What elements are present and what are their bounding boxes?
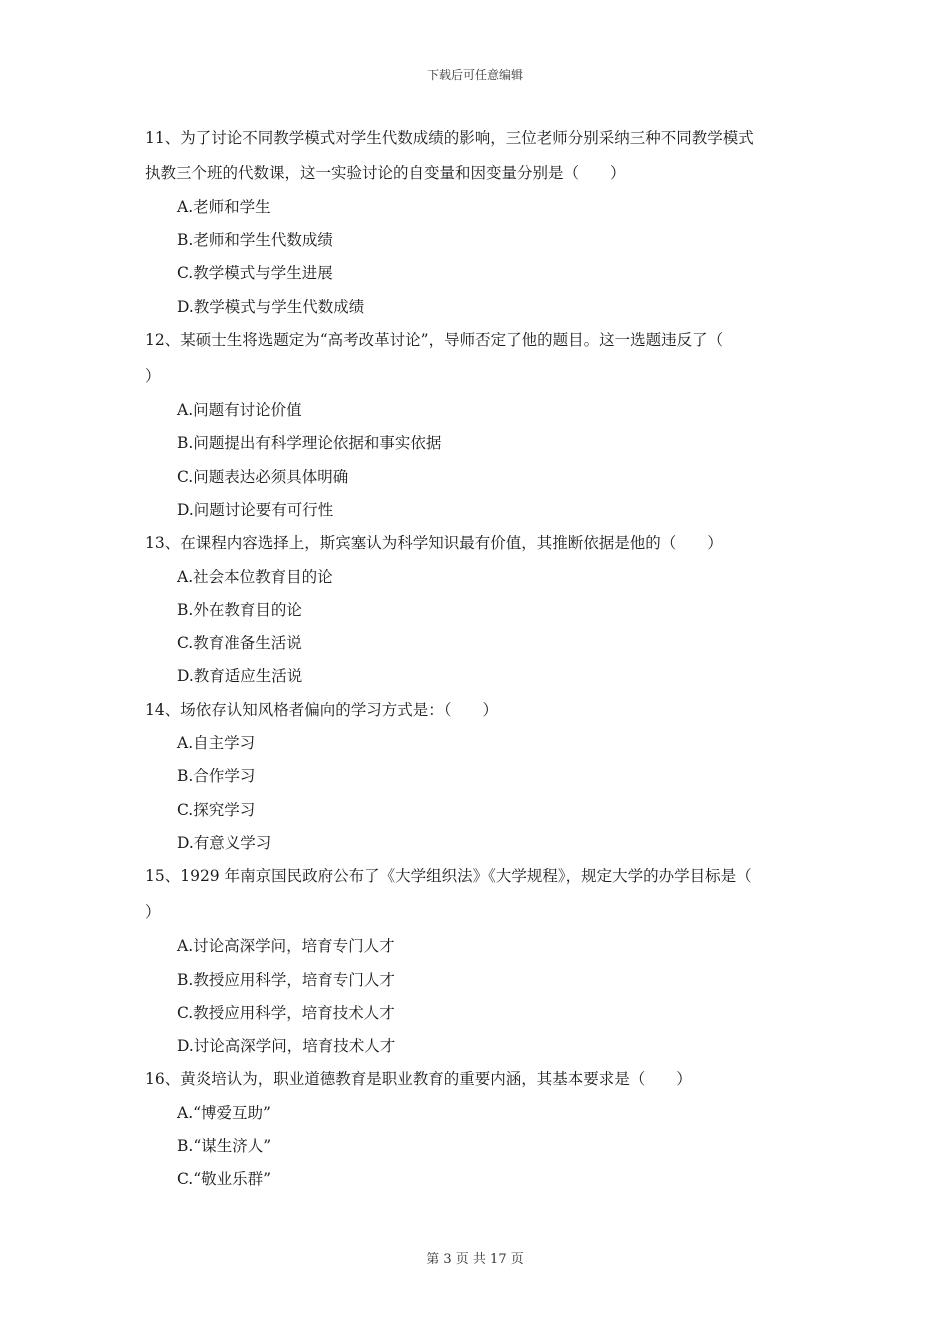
question-15-line-2: ） — [145, 903, 161, 921]
question-15-option-c: C.教授应用科学，培育技术人才 — [177, 1004, 395, 1022]
question-12-line-1: 12、某硕士生将选题定为“高考改革讨论”，导师否定了他的题目。这一选题违反了（ — [145, 331, 724, 349]
question-15-option-b: B.教授应用科学，培育专门人才 — [177, 971, 395, 989]
question-11-option-c: C.教学模式与学生进展 — [177, 264, 333, 282]
question-14-option-a: A.自主学习 — [177, 734, 256, 752]
question-16-line-1: 16、黄炎培认为，职业道德教育是职业教育的重要内涵，其基本要求是（ ） — [145, 1070, 692, 1088]
question-11-line-1: 11、为了讨论不同教学模式对学生代数成绩的影响，三位老师分别采纳三种不同教学模式 — [145, 129, 754, 147]
question-13-option-a: A.社会本位教育目的论 — [177, 568, 333, 586]
page-footer: 第 3 页 共 17 页 — [426, 1252, 524, 1267]
question-15-option-d: D.讨论高深学问，培育技术人才 — [177, 1037, 396, 1055]
question-11-option-a: A.老师和学生 — [177, 198, 271, 216]
page-header: 下载后可任意编辑 — [426, 68, 523, 82]
question-15-option-a: A.讨论高深学问，培育专门人才 — [177, 937, 395, 955]
question-14-option-c: C.探究学习 — [177, 801, 256, 819]
question-14-option-b: B.合作学习 — [177, 767, 256, 785]
question-12-option-d: D.问题讨论要有可行性 — [177, 501, 334, 519]
question-16-option-b: B.“谋生济人” — [177, 1137, 272, 1155]
question-12-option-b: B.问题提出有科学理论依据和事实依据 — [177, 434, 442, 452]
question-12-line-2: ） — [145, 367, 161, 385]
question-13-option-b: B.外在教育目的论 — [177, 601, 302, 619]
question-12-option-a: A.问题有讨论价值 — [177, 401, 302, 419]
question-11-line-2: 执教三个班的代数课，这一实验讨论的自变量和因变量分别是（ ） — [145, 164, 626, 182]
question-14-line-1: 14、场依存认知风格者偏向的学习方式是：（ ） — [145, 701, 498, 719]
question-15-line-1: 15、1929 年南京国民政府公布了《大学组织法》《大学规程》，规定大学的办学目标是（ — [145, 867, 752, 885]
question-16-option-a: A.“博爱互助” — [177, 1104, 271, 1122]
question-12-option-c: C.问题表达必须具体明确 — [177, 468, 349, 486]
question-11-option-b: B.老师和学生代数成绩 — [177, 231, 333, 249]
question-16-option-c: C.“敬业乐群” — [177, 1170, 272, 1188]
question-13-line-1: 13、在课程内容选择上，斯宾塞认为科学知识最有价值，其推断依据是他的（ ） — [145, 534, 723, 552]
question-14-option-d: D.有意义学习 — [177, 834, 272, 852]
question-13-option-d: D.教育适应生活说 — [177, 667, 303, 685]
question-13-option-c: C.教育准备生活说 — [177, 634, 302, 652]
question-11-option-d: D.教学模式与学生代数成绩 — [177, 298, 365, 316]
